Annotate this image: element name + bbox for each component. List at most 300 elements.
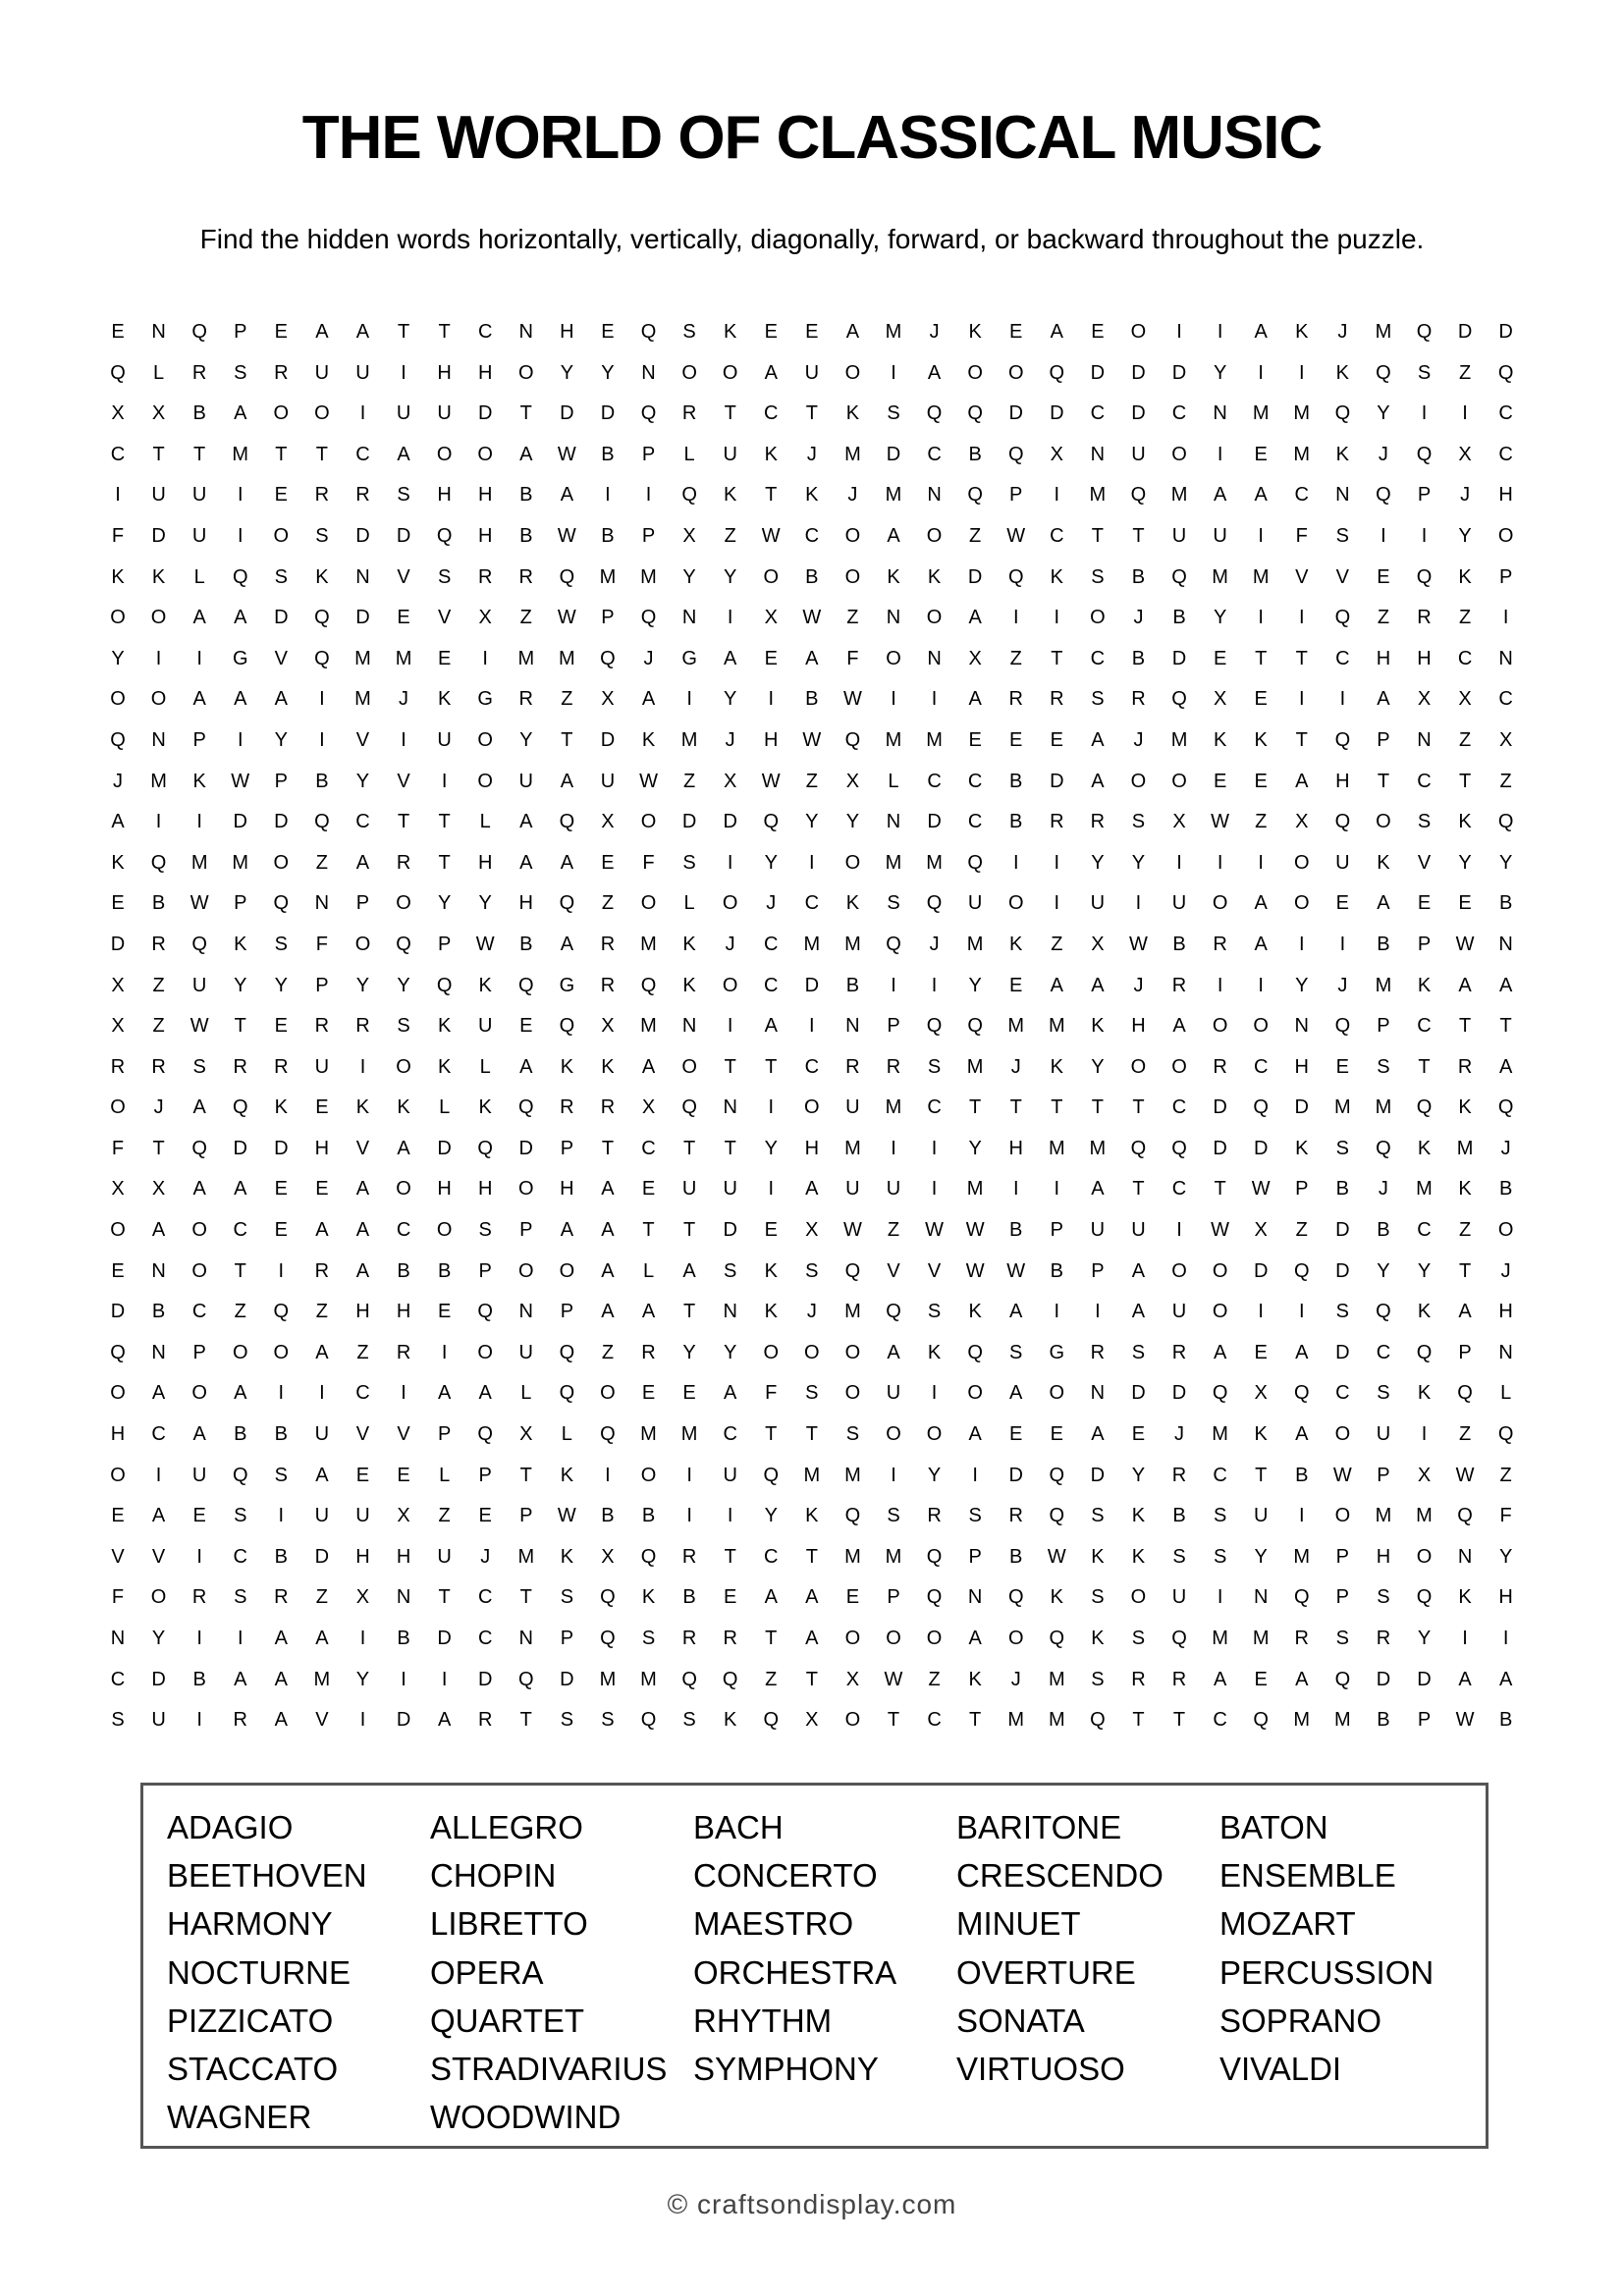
grid-cell: Y [274, 974, 288, 996]
grid-cell: A [397, 443, 410, 465]
grid-cell: W [1047, 1545, 1066, 1568]
grid-cell: E [111, 1505, 125, 1527]
grid-cell: A [1091, 1178, 1105, 1201]
grid-cell: A [519, 1055, 533, 1078]
grid-cell: M [966, 1178, 984, 1201]
grid-cell: T [1499, 1015, 1512, 1038]
grid-cell: A [234, 1668, 247, 1690]
grid-cell: I [1298, 1505, 1305, 1527]
grid-cell: O [681, 1055, 697, 1078]
grid-cell: R [151, 933, 166, 955]
grid-cell: I [401, 1668, 406, 1690]
grid-cell: O [1007, 892, 1024, 915]
grid-cell: I [1095, 1301, 1101, 1323]
grid-cell: Q [1007, 1586, 1024, 1609]
grid-cell: E [1009, 974, 1023, 996]
grid-cell: A [1091, 974, 1105, 996]
grid-cell: C [355, 443, 370, 465]
grid-cell: P [601, 607, 615, 629]
grid-cell: M [1048, 1137, 1065, 1159]
grid-cell: H [1294, 1055, 1309, 1078]
grid-cell: W [842, 688, 862, 711]
grid-cell: A [1091, 770, 1105, 792]
grid-cell: A [151, 1505, 166, 1527]
grid-cell: Q [232, 1096, 248, 1119]
grid-cell: U [437, 402, 452, 425]
grid-cell: I [972, 1464, 978, 1486]
grid-cell: I [359, 1709, 366, 1732]
grid-cell: Q [477, 1137, 493, 1159]
grid-cell: R [191, 1586, 207, 1609]
grid-cell: S [274, 565, 288, 588]
grid-cell: U [1213, 524, 1227, 547]
grid-cell: E [1091, 321, 1105, 343]
grid-cell: O [1212, 1015, 1228, 1038]
grid-cell: O [354, 933, 371, 955]
grid-cell: Q [1007, 565, 1024, 588]
grid-cell: W [1211, 1219, 1230, 1242]
grid-cell: A [1295, 1668, 1309, 1690]
grid-cell: O [600, 1382, 616, 1405]
grid-cell: C [1213, 1709, 1227, 1732]
grid-cell: Z [438, 1505, 451, 1527]
grid-cell: K [111, 565, 125, 588]
grid-cell: R [641, 1341, 656, 1363]
grid-cell: E [1417, 892, 1432, 915]
grid-cell: E [1213, 647, 1227, 669]
grid-cell: I [1339, 688, 1346, 711]
grid-cell: N [927, 484, 942, 507]
grid-cell: A [1498, 1055, 1513, 1078]
grid-cell: I [1421, 402, 1428, 425]
grid-cell: X [519, 1423, 533, 1446]
grid-cell: H [314, 1137, 330, 1159]
grid-cell: W [557, 443, 576, 465]
grid-cell: K [805, 484, 819, 507]
word-list-item: PIZZICATO [167, 2002, 334, 2039]
grid-cell: D [1335, 1259, 1350, 1282]
grid-cell: P [1417, 484, 1432, 507]
grid-cell: W [1455, 933, 1475, 955]
grid-cell: V [1417, 851, 1432, 874]
grid-cell: S [560, 1586, 574, 1609]
grid-cell: C [233, 1219, 247, 1242]
grid-cell: Z [561, 688, 573, 711]
grid-cell: A [1458, 974, 1472, 996]
grid-cell: M [1293, 402, 1311, 425]
grid-cell: L [683, 443, 695, 465]
grid-cell: V [1335, 565, 1350, 588]
grid-row [104, 516, 1520, 558]
grid-cell: A [519, 811, 533, 833]
grid-cell: O [191, 1382, 207, 1405]
grid-cell: Q [844, 728, 861, 751]
grid-cell: O [150, 1586, 167, 1609]
grid-cell: S [805, 1382, 819, 1405]
grid-cell: E [641, 1178, 656, 1201]
grid-cell: Q [314, 647, 330, 669]
grid-cell: E [1131, 1423, 1146, 1446]
grid-row [104, 639, 1520, 680]
grid-cell: O [559, 1259, 575, 1282]
grid-cell: I [1258, 1301, 1264, 1323]
grid-cell: K [111, 851, 125, 874]
grid-cell: E [1377, 565, 1390, 588]
grid-cell: A [234, 402, 247, 425]
grid-cell: M [517, 647, 535, 669]
grid-cell: P [1335, 1545, 1350, 1568]
word-list-item: VIRTUOSO [956, 2050, 1125, 2087]
grid-row [104, 598, 1520, 639]
grid-cell: C [191, 1301, 207, 1323]
grid-cell: Y [1131, 1464, 1146, 1486]
grid-cell: P [968, 1545, 982, 1568]
grid-cell: Q [1334, 1668, 1351, 1690]
grid-cell: T [519, 1464, 532, 1486]
grid-cell: Q [1376, 1137, 1391, 1159]
grid-cell: X [601, 688, 615, 711]
grid-cell: U [437, 728, 452, 751]
grid-cell: W [761, 524, 781, 547]
grid-cell: O [926, 524, 943, 547]
grid-cell: R [274, 1055, 289, 1078]
grid-cell: S [927, 1055, 942, 1078]
grid-cell: I [441, 1668, 448, 1690]
grid-cell: O [273, 1341, 290, 1363]
grid-cell: R [274, 361, 289, 384]
grid-cell: Q [1293, 1382, 1310, 1405]
grid-cell: T [152, 1137, 165, 1159]
grid-cell: W [557, 1505, 576, 1527]
grid-cell: I [1054, 1301, 1060, 1323]
grid-cell: H [1498, 1586, 1513, 1609]
grid-cell: K [1417, 1137, 1432, 1159]
grid-cell: Q [640, 607, 657, 629]
grid-cell: S [1335, 1628, 1350, 1649]
grid-cell: N [1213, 402, 1227, 425]
grid-cell: U [355, 1505, 370, 1527]
grid-cell: P [1417, 1709, 1432, 1732]
grid-cell: Q [681, 484, 697, 507]
grid-cell: P [315, 974, 329, 996]
grid-cell: S [397, 484, 410, 507]
grid-cell: A [315, 321, 329, 343]
grid-cell: Q [640, 402, 657, 425]
grid-cell: X [601, 1015, 615, 1038]
grid-cell: O [518, 361, 534, 384]
grid-cell: O [1171, 1055, 1187, 1078]
grid-row [104, 1619, 1520, 1660]
grid-cell: H [1376, 1545, 1391, 1568]
grid-cell: D [274, 811, 289, 833]
grid-cell: U [1376, 1423, 1391, 1446]
grid-cell: W [965, 1219, 985, 1242]
grid-cell: U [1253, 1505, 1269, 1527]
grid-cell: P [519, 1505, 533, 1527]
grid-cell: O [886, 1628, 901, 1649]
grid-cell: E [1213, 770, 1227, 792]
grid-cell: T [805, 402, 818, 425]
grid-cell: J [1337, 974, 1348, 996]
grid-cell: B [1050, 1259, 1063, 1282]
grid-cell: N [1498, 933, 1513, 955]
grid-cell: S [1091, 1505, 1105, 1527]
grid-cell: A [724, 647, 737, 669]
grid-cell: M [559, 647, 575, 669]
grid-cell: I [931, 1382, 938, 1405]
grid-cell: F [111, 1586, 125, 1609]
grid-cell: C [1294, 484, 1309, 507]
grid-cell: T [1255, 647, 1268, 669]
grid-cell: N [518, 1301, 533, 1323]
grid-cell: V [927, 1259, 942, 1282]
grid-cell: Q [518, 1096, 534, 1119]
grid-cell: M [1048, 1668, 1065, 1690]
grid-cell: E [437, 647, 452, 669]
grid-cell: T [234, 1259, 246, 1282]
grid-cell: I [686, 688, 692, 711]
grid-cell: I [891, 1137, 896, 1159]
grid-cell: T [1132, 524, 1145, 547]
grid-cell: A [560, 1219, 574, 1242]
grid-cell: Q [273, 892, 290, 915]
grid-cell: U [518, 1341, 533, 1363]
grid-cell: N [1417, 728, 1432, 751]
grid-cell: O [886, 1423, 901, 1446]
grid-cell: B [192, 402, 206, 425]
grid-cell: W [1455, 1709, 1475, 1732]
grid-cell: Q [1049, 361, 1065, 384]
grid-cell: P [1417, 933, 1432, 955]
grid-cell: C [1498, 688, 1513, 711]
grid-cell: O [477, 770, 493, 792]
grid-cell: Z [724, 524, 736, 547]
grid-cell: V [151, 1545, 166, 1568]
grid-cell: I [809, 1015, 815, 1038]
grid-cell: Q [1416, 1341, 1433, 1363]
grid-cell: Q [926, 892, 943, 915]
grid-cell: E [519, 1015, 533, 1038]
grid-cell: S [234, 361, 247, 384]
grid-cell: K [1458, 1178, 1472, 1201]
grid-cell: A [1254, 892, 1268, 915]
grid-cell: Y [355, 1668, 370, 1690]
grid-cell: D [1335, 1341, 1350, 1363]
grid-cell: D [886, 443, 901, 465]
grid-cell: Z [315, 1586, 328, 1609]
grid-cell: D [681, 811, 697, 833]
grid-row [104, 394, 1520, 435]
grid-cell: I [931, 688, 938, 711]
grid-cell: I [1502, 1628, 1509, 1649]
grid-cell: C [1213, 1464, 1227, 1486]
grid-cell: M [885, 484, 902, 507]
grid-cell: E [111, 1259, 125, 1282]
grid-cell: O [1171, 1259, 1187, 1282]
grid-cell: B [1172, 933, 1186, 955]
grid-cell: D [233, 1137, 247, 1159]
grid-cell: Q [314, 811, 330, 833]
grid-cell: M [1334, 1709, 1351, 1732]
grid-row [104, 1252, 1520, 1293]
grid-cell: R [314, 484, 330, 507]
grid-row [104, 1006, 1520, 1047]
grid-cell: Q [477, 1301, 493, 1323]
grid-cell: O [1007, 1628, 1024, 1649]
grid-cell: T [397, 321, 410, 343]
grid-cell: B [1498, 892, 1513, 915]
grid-cell: D [1253, 1259, 1269, 1282]
grid-cell: K [355, 1096, 370, 1119]
grid-cell: T [1132, 1178, 1145, 1201]
grid-cell: C [804, 892, 820, 915]
word-list-item: LIBRETTO [430, 1905, 588, 1943]
grid-cell: O [110, 1464, 126, 1486]
grid-cell: M [190, 851, 208, 874]
grid-cell: A [887, 1341, 900, 1363]
grid-cell: R [560, 1096, 574, 1119]
grid-cell: J [929, 933, 940, 955]
grid-cell: Q [640, 1545, 657, 1568]
grid-cell: C [764, 402, 779, 425]
grid-cell: M [1375, 1505, 1392, 1527]
grid-cell: I [278, 1505, 285, 1527]
grid-cell: R [396, 851, 411, 874]
grid-cell: B [1377, 1219, 1390, 1242]
grid-cell: B [601, 524, 615, 547]
grid-cell: Y [1091, 851, 1105, 874]
grid-cell: Q [1007, 443, 1024, 465]
grid-cell: M [1293, 443, 1311, 465]
grid-cell: I [155, 647, 162, 669]
grid-cell: N [518, 321, 533, 343]
grid-cell: W [761, 770, 781, 792]
grid-cell: X [478, 607, 492, 629]
grid-cell: I [1298, 933, 1305, 955]
grid-cell: S [968, 1505, 982, 1527]
grid-cell: D [477, 1668, 493, 1690]
grid-cell: E [1254, 688, 1268, 711]
grid-cell: E [315, 1096, 329, 1119]
grid-cell: A [968, 1423, 982, 1446]
grid-cell: C [1335, 1382, 1350, 1405]
word-list-item: QUARTET [430, 2002, 585, 2039]
grid-cell: C [477, 1628, 493, 1649]
grid-row [104, 1333, 1520, 1374]
grid-cell: E [274, 484, 288, 507]
grid-cell: A [724, 1382, 737, 1405]
grid-cell: C [967, 770, 983, 792]
grid-cell: E [1009, 1423, 1023, 1446]
grid-cell: M [395, 647, 412, 669]
grid-cell: O [640, 892, 657, 915]
grid-cell: M [1212, 1628, 1228, 1649]
grid-cell: E [724, 1586, 737, 1609]
grid-cell: B [1377, 933, 1390, 955]
grid-cell: B [805, 565, 819, 588]
grid-cell: T [1458, 770, 1472, 792]
grid-cell: R [1171, 974, 1187, 996]
grid-cell: M [1252, 1628, 1270, 1649]
grid-cell: E [274, 1219, 288, 1242]
grid-cell: P [641, 524, 656, 547]
grid-cell: M [1456, 1137, 1474, 1159]
grid-cell: O [640, 1464, 657, 1486]
grid-cell: A [274, 688, 288, 711]
grid-cell: A [1131, 1301, 1146, 1323]
grid-cell: Z [1295, 1219, 1308, 1242]
grid-cell: R [477, 565, 493, 588]
grid-cell: O [518, 1178, 534, 1201]
grid-cell: K [887, 565, 900, 588]
grid-cell: V [397, 770, 410, 792]
grid-cell: C [1171, 1178, 1187, 1201]
grid-cell: M [1212, 1423, 1228, 1446]
grid-cell: R [518, 565, 533, 588]
grid-cell: N [967, 1586, 983, 1609]
grid-cell: T [1255, 1464, 1268, 1486]
grid-cell: A [764, 361, 778, 384]
grid-cell: I [441, 1341, 448, 1363]
grid-cell: I [401, 728, 406, 751]
grid-cell: D [1417, 1668, 1432, 1690]
grid-cell: N [845, 1015, 860, 1038]
grid-cell: R [314, 1015, 330, 1038]
grid-cell: U [723, 443, 737, 465]
grid-cell: Q [1130, 1137, 1147, 1159]
grid-cell: O [1497, 1219, 1514, 1242]
grid-cell: A [1213, 1341, 1227, 1363]
grid-cell: P [234, 321, 247, 343]
grid-cell: T [1051, 1096, 1063, 1119]
grid-cell: T [805, 1545, 818, 1568]
grid-cell: B [397, 1259, 410, 1282]
grid-cell: Q [110, 728, 126, 751]
grid-cell: Z [152, 1015, 165, 1038]
grid-cell: T [969, 1096, 982, 1119]
grid-cell: O [804, 1096, 820, 1119]
grid-cell: Q [191, 321, 207, 343]
grid-cell: Y [478, 892, 492, 915]
grid-cell: B [601, 1505, 615, 1527]
grid-cell: B [274, 1423, 288, 1446]
grid-cell: Q [1334, 607, 1351, 629]
grid-cell: T [682, 1219, 696, 1242]
grid-cell: U [477, 1015, 493, 1038]
grid-cell: Q [1497, 1423, 1514, 1446]
grid-cell: A [355, 851, 370, 874]
grid-cell: N [886, 607, 901, 629]
grid-cell: C [1417, 770, 1432, 792]
grid-cell: N [396, 1586, 411, 1609]
grid-cell: A [560, 851, 574, 874]
grid-cell: B [397, 1628, 410, 1649]
grid-cell: U [886, 1382, 901, 1405]
word-list-item: SYMPHONY [693, 2050, 879, 2087]
grid-cell: X [1091, 933, 1105, 955]
grid-cell: Q [600, 1586, 616, 1609]
grid-cell: J [1378, 1178, 1388, 1201]
grid-cell: U [886, 1178, 901, 1201]
grid-cell: Z [1458, 361, 1472, 384]
grid-cell: X [845, 770, 860, 792]
grid-cell: F [846, 647, 859, 669]
grid-cell: E [315, 1178, 329, 1201]
grid-cell: M [1089, 1137, 1107, 1159]
grid-cell: Q [1497, 361, 1514, 384]
grid-cell: T [1214, 1178, 1226, 1201]
grid-cell: R [1171, 1464, 1187, 1486]
